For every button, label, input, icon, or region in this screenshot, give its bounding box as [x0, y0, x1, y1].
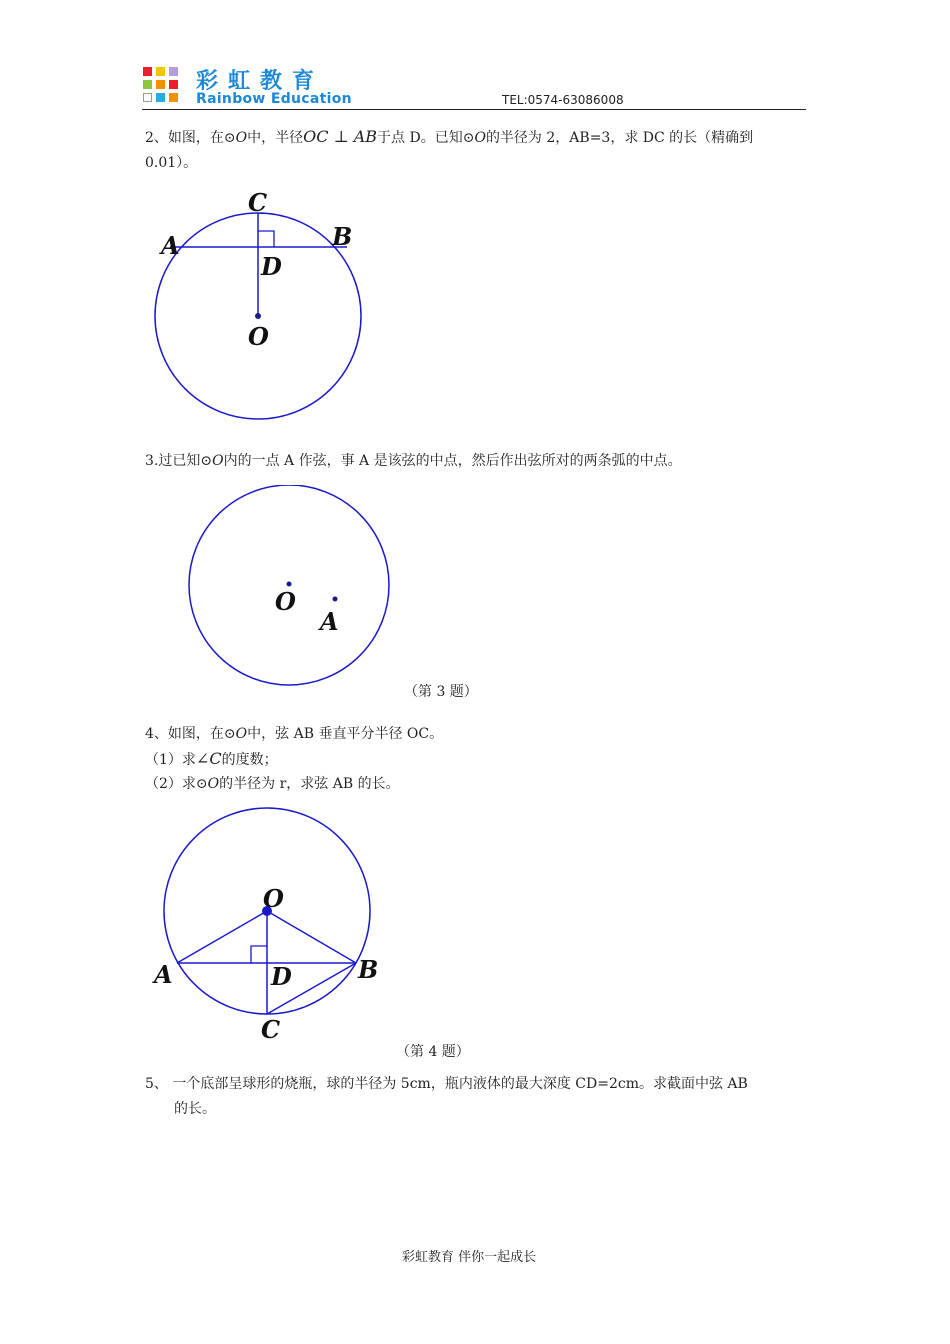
logo-square-red2 — [169, 80, 178, 89]
q2-label-c: C — [248, 188, 268, 217]
q5-line2: 的长。 — [174, 1101, 216, 1117]
circle-symbol: ⊙ — [223, 130, 236, 146]
q3-figure — [180, 485, 400, 695]
q2-line1: 2、如图，在⊙O中，半径OC ⊥ AB于点 D。已知⊙O的半径为 2，AB=3，求 DC 的长（精确到 — [145, 127, 754, 146]
angle-c: ∠C — [195, 749, 222, 768]
q5-line1: 5、 一个底部呈球形的烧瓶，球的半径为 5cm，瓶内液体的最大深度 CD=2cm。求截面中弦 AB — [145, 1076, 748, 1092]
q2-center-dot — [255, 313, 261, 319]
logo-square-white — [143, 93, 152, 102]
header-rule — [142, 109, 806, 110]
header-phone: TEL:0574-63086008 — [502, 93, 624, 107]
q2-label-b: B — [332, 222, 353, 251]
q2-label-d: D — [261, 252, 282, 281]
q3-center-dot — [287, 582, 292, 587]
q4-label-o: O — [263, 884, 284, 913]
logo-square-purple — [169, 67, 178, 76]
footer-slogan: 彩虹教育 伴你一起成长 — [402, 1250, 537, 1265]
logo-square-orange2 — [169, 93, 178, 102]
q4-right-angle-mark — [251, 946, 267, 963]
logo-square-orange — [156, 80, 165, 89]
q3-text: 3.过已知⊙O内的一点 A 作弦，事 A 是该弦的中点，然后作出弦所对的两条弧的中点。 — [145, 453, 682, 469]
logo-square-red — [143, 67, 152, 76]
q4-line1: 4、如图，在⊙O中，弦 AB 垂直平分半径 OC。 — [145, 726, 444, 742]
q4-label-c: C — [261, 1015, 281, 1044]
q4-segment-ob — [267, 911, 356, 963]
logo-square-yellow — [156, 67, 165, 76]
q4-caption: （第 4 题） — [396, 1044, 470, 1060]
logo-square-green — [143, 80, 152, 89]
q4-label-a: A — [154, 960, 173, 989]
logo-square-cyan — [156, 93, 165, 102]
q2-figure — [140, 185, 380, 430]
q3-label-o: O — [275, 587, 296, 616]
q2-label-a: A — [161, 231, 180, 260]
q4-sub1: （1）求∠C的度数； — [145, 749, 278, 768]
q4-figure — [145, 800, 395, 1045]
q4-label-b: B — [358, 955, 379, 984]
q3-point-a-dot — [333, 597, 338, 602]
q3-caption: （第 3 题） — [404, 684, 478, 700]
q2-right-angle-mark — [258, 231, 274, 247]
q2-line2: 0.01）。 — [145, 155, 198, 171]
q4-sub2: （2）求⊙O的半径为 r，求弦 AB 的长。 — [145, 776, 400, 792]
perpendicular-expression: OC ⊥ AB — [303, 127, 378, 146]
q2-label-o: O — [248, 322, 269, 351]
q3-label-a: A — [320, 607, 339, 636]
q4-label-d: D — [271, 962, 292, 991]
logo-english-name: Rainbow Education — [196, 91, 352, 107]
q4-segment-oa — [177, 911, 267, 963]
logo-chinese-name: 彩虹教育 — [196, 69, 325, 94]
